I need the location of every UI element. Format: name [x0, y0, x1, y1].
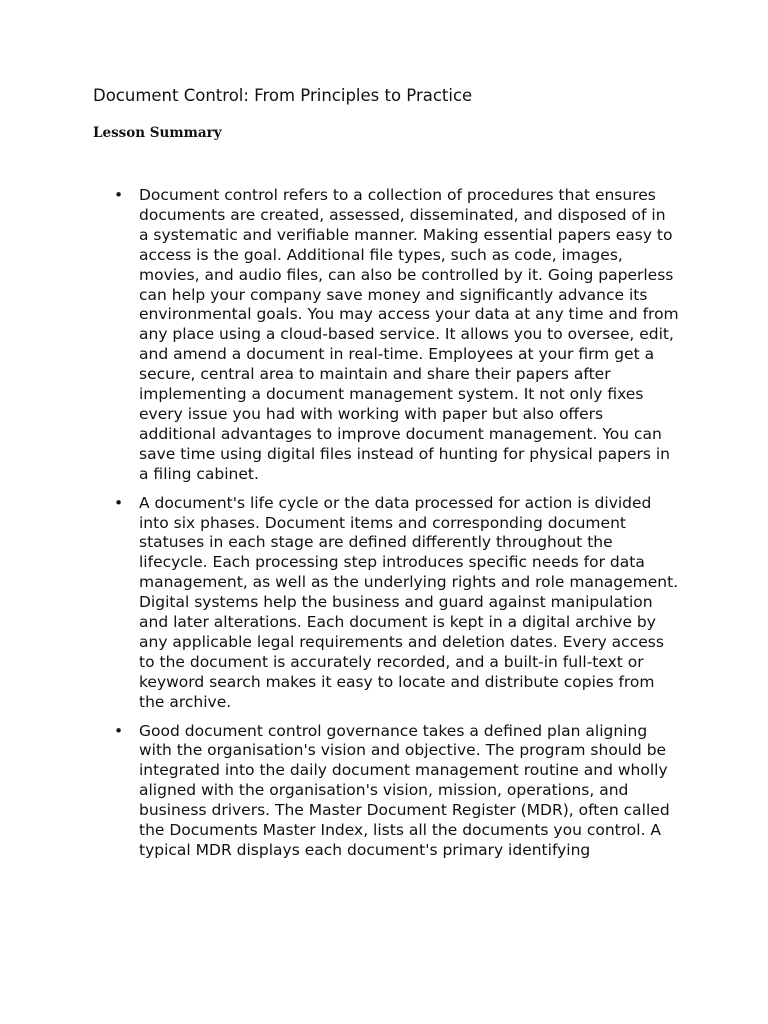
bullet-text: Good document control governance takes a defined plan aligning with the organisation's vision and objective. The program should be integrated into the daily document management routine and wholly aligned with the organisation's vision, mission, operations, and business drivers. The Master Document Register (MDR), often called the Documents Master Index, lists all the documents you control. A typical MDR displays each document's primary identifying [139, 721, 670, 859]
document-title: Document Control: From Principles to Practice [93, 86, 473, 105]
list-item [0, 722, 679, 861]
bullet-text: A document's life cycle or the data processed for action is divided into six phases. Document items and corresponding document statuses in each stage are defined differently throughout the lifecycle. Each processing step introduces specific needs for data management, as well as the underlying rights and role management. Digital systems help the business and guard against manipulation and later alterations. Each document is kept in a digital archive by any applicable legal requirements and deletion dates. Every access to the document is accurately recorded, and a built-in full-text or keyword search makes it easy to locate and distribute copies from the archive. [139, 493, 679, 711]
summary-bullet-list [0, 186, 768, 870]
bullet-icon: • [114, 721, 124, 740]
bullet-text: Document control refers to a collection of procedures that ensures documents are created, assessed, disseminated, and disposed of in a systematic and verifiable manner. Making essential papers easy to access is the goal. Additional file types, such as code, images, movies, and audio files, can also be controlled by it. Going paperless can help your company save money and significantly advance its environmental goals. You may access your data at any time and from any place using a cloud-based service. It allows you to oversee, edit, and amend a document in real-time. Employees at your firm get a secure, central area to maintain and share their papers after implementing a document management system. It not only fixes every issue you had with working with paper but also offers additional advantages to improve document management. You can save time using digital files instead of hunting for physical papers in a filing cabinet. [139, 186, 679, 483]
bullet-icon: • [114, 186, 124, 204]
lesson-summary-heading: Lesson Summary [93, 125, 222, 141]
list-item [0, 494, 679, 713]
list-item [0, 186, 679, 485]
bullet-icon: • [114, 493, 124, 512]
